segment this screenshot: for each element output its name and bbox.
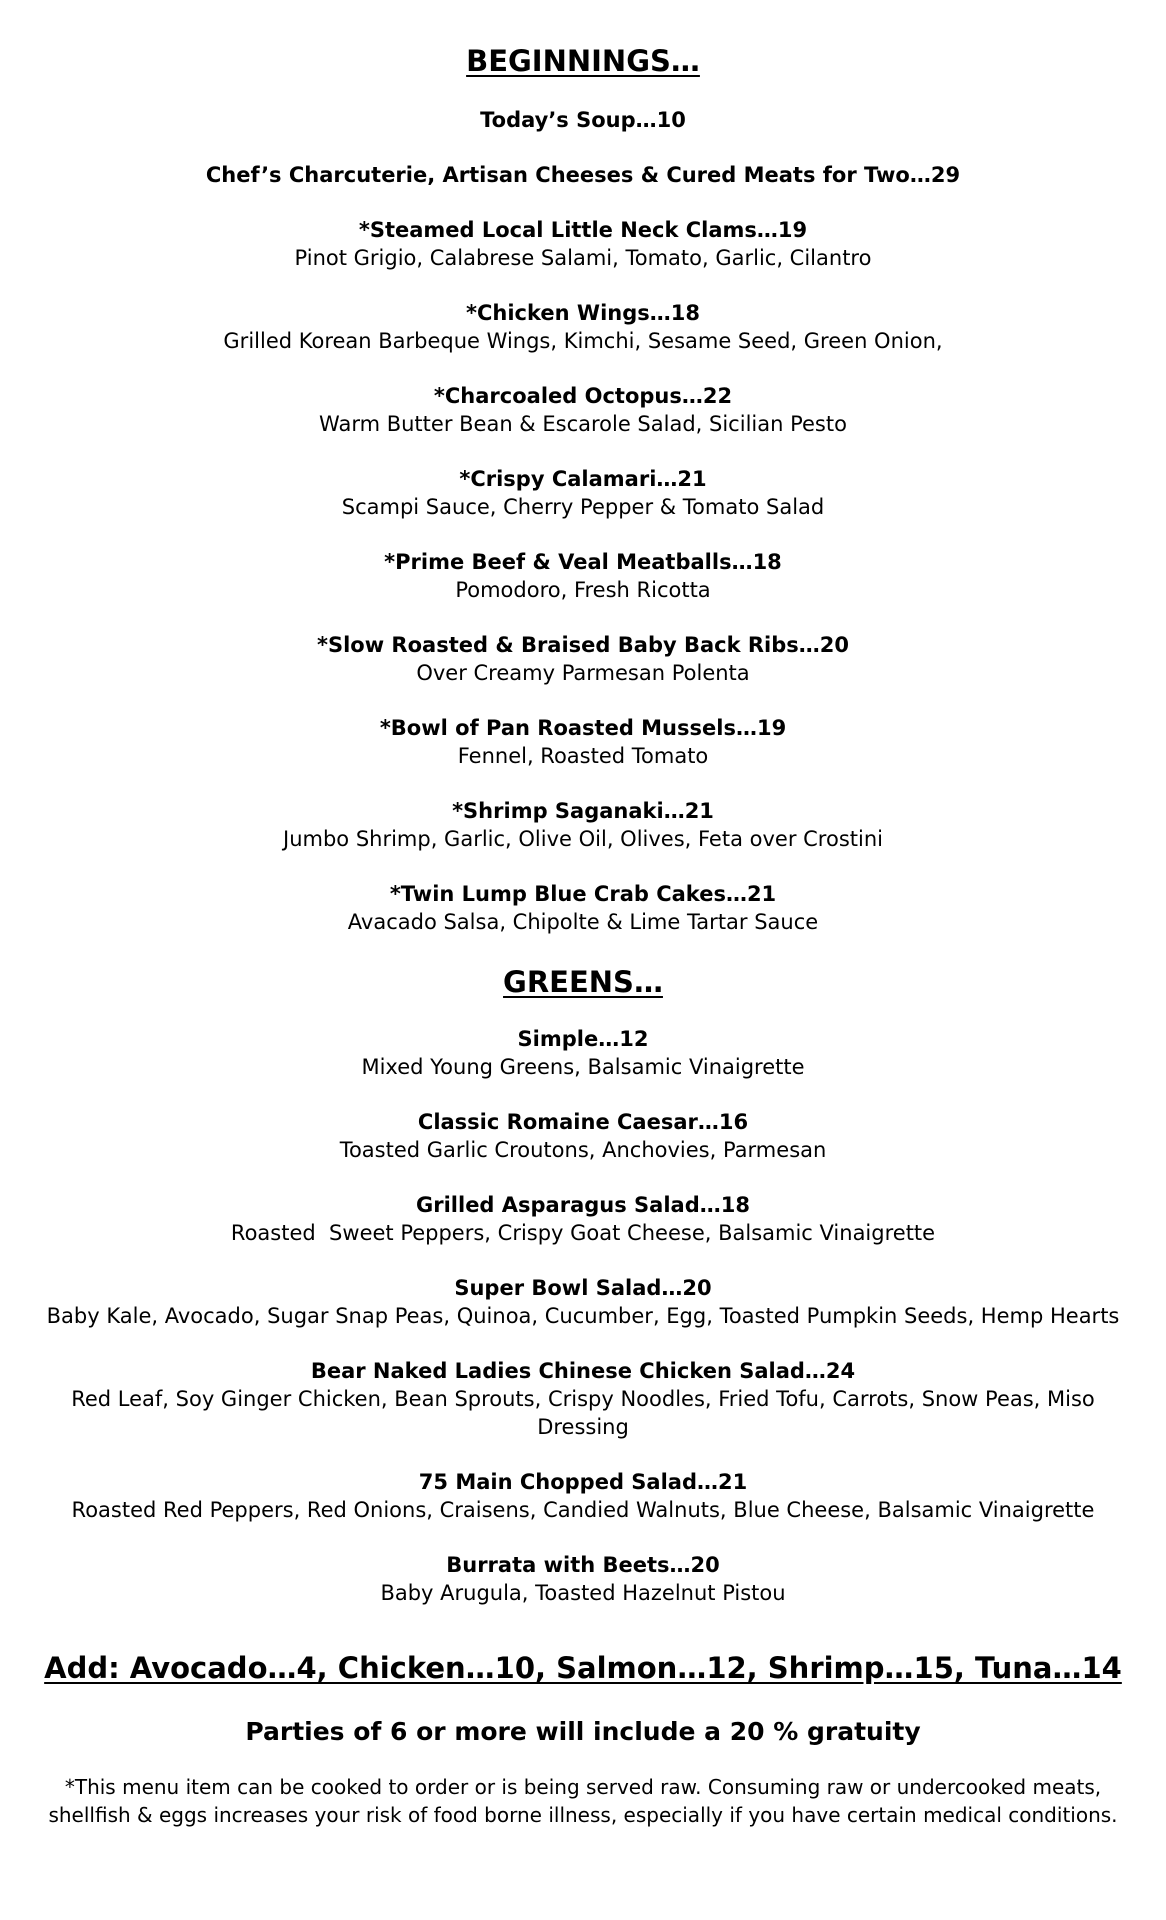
- item-name: *Steamed Local Little Neck Clams…19: [358, 218, 808, 242]
- item-name: *Chicken Wings…18: [466, 301, 700, 325]
- gratuity-notice: Parties of 6 or more will include a 20 % gratuity: [245, 1717, 921, 1746]
- beginnings-list: [0, 106, 1166, 936]
- item-description: Pinot Grigio, Calabrese Salami, Tomato, Garlic, Cilantro: [294, 246, 872, 270]
- item-description: Baby Arugula, Toasted Hazelnut Pistou: [380, 1581, 786, 1605]
- item-description: Over Creamy Parmesan Polenta: [416, 661, 750, 685]
- menu-item: [28, 548, 1138, 604]
- beginnings-heading: BEGINNINGS…: [466, 44, 700, 78]
- item-name: Bear Naked Ladies Chinese Chicken Salad…24: [310, 1359, 856, 1383]
- item-description: Fennel, Roasted Tomato: [457, 744, 709, 768]
- menu-item: [28, 1108, 1138, 1164]
- menu-item: [28, 161, 1138, 189]
- item-description: Warm Butter Bean & Escarole Salad, Sicilian Pesto: [319, 412, 847, 436]
- menu-item: [28, 631, 1138, 687]
- item-name: *Slow Roasted & Braised Baby Back Ribs…20: [316, 633, 849, 657]
- item-name: *Bowl of Pan Roasted Mussels…19: [379, 716, 787, 740]
- menu-item: [28, 1468, 1138, 1524]
- item-name: *Charcoaled Octopus…22: [433, 384, 733, 408]
- menu-item: [28, 1551, 1138, 1607]
- item-description: Red Leaf, Soy Ginger Chicken, Bean Sprouts, Crispy Noodles, Fried Tofu, Carrots, Snow Peas, Miso Dressing: [71, 1387, 1095, 1439]
- item-name: Grilled Asparagus Salad…18: [416, 1193, 750, 1217]
- menu-item: [28, 1274, 1138, 1330]
- item-name: *Shrimp Saganaki…21: [452, 799, 714, 823]
- item-description: Roasted Red Peppers, Red Onions, Craisens, Candied Walnuts, Blue Cheese, Balsamic Vinaigrette: [71, 1498, 1095, 1522]
- add-ons-line: Add: Avocado…4, Chicken…10, Salmon…12, Shrimp…15, Tuna…14: [44, 1651, 1122, 1685]
- menu-item: [28, 106, 1138, 134]
- item-description: Jumbo Shrimp, Garlic, Olive Oil, Olives, Feta over Crostini: [283, 827, 883, 851]
- item-name: Super Bowl Salad…20: [454, 1276, 712, 1300]
- menu-item: [63, 1357, 1103, 1441]
- item-name: 75 Main Chopped Salad…21: [418, 1470, 748, 1494]
- item-description: Scampi Sauce, Cherry Pepper & Tomato Salad: [341, 495, 825, 519]
- item-description: Grilled Korean Barbeque Wings, Kimchi, Sesame Seed, Green Onion,: [223, 329, 943, 353]
- item-name: Chef’s Charcuterie, Artisan Cheeses & Cured Meats for Two…29: [205, 163, 961, 187]
- menu-item: [28, 216, 1138, 272]
- item-name: *Prime Beef & Veal Meatballs…18: [384, 550, 782, 574]
- menu-item: [28, 299, 1138, 355]
- item-name: *Crispy Calamari…21: [459, 467, 707, 491]
- menu-item: [28, 797, 1138, 853]
- menu-item: [28, 714, 1138, 770]
- item-name: Classic Romaine Caesar…16: [417, 1110, 749, 1134]
- greens-heading: GREENS…: [503, 965, 663, 999]
- item-description: Baby Kale, Avocado, Sugar Snap Peas, Quinoa, Cucumber, Egg, Toasted Pumpkin Seeds, Hemp Hearts: [46, 1304, 1120, 1328]
- item-description: Avacado Salsa, Chipolte & Lime Tartar Sauce: [347, 910, 819, 934]
- raw-food-disclaimer: *This menu item can be cooked to order or is being served raw. Consuming raw or undercooked meats, shellfish & eggs increases your risk of food borne illness, especially if you have certain medical conditions.: [48, 1775, 1118, 1827]
- item-description: Roasted Sweet Peppers, Crispy Goat Cheese, Balsamic Vinaigrette: [230, 1221, 936, 1245]
- item-description: Pomodoro, Fresh Ricotta: [455, 578, 711, 602]
- menu-item: [28, 465, 1138, 521]
- item-name: Today’s Soup…10: [480, 108, 686, 132]
- item-name: Burrata with Beets…20: [446, 1553, 720, 1577]
- menu-item: [28, 880, 1138, 936]
- item-name: *Twin Lump Blue Crab Cakes…21: [389, 882, 777, 906]
- item-name: Simple…12: [517, 1027, 649, 1051]
- item-description: Mixed Young Greens, Balsamic Vinaigrette: [361, 1055, 805, 1079]
- greens-list: [0, 1025, 1166, 1607]
- menu-item: [28, 1025, 1138, 1081]
- item-description: Toasted Garlic Croutons, Anchovies, Parmesan: [339, 1138, 827, 1162]
- menu-item: [28, 1191, 1138, 1247]
- menu-item: [28, 382, 1138, 438]
